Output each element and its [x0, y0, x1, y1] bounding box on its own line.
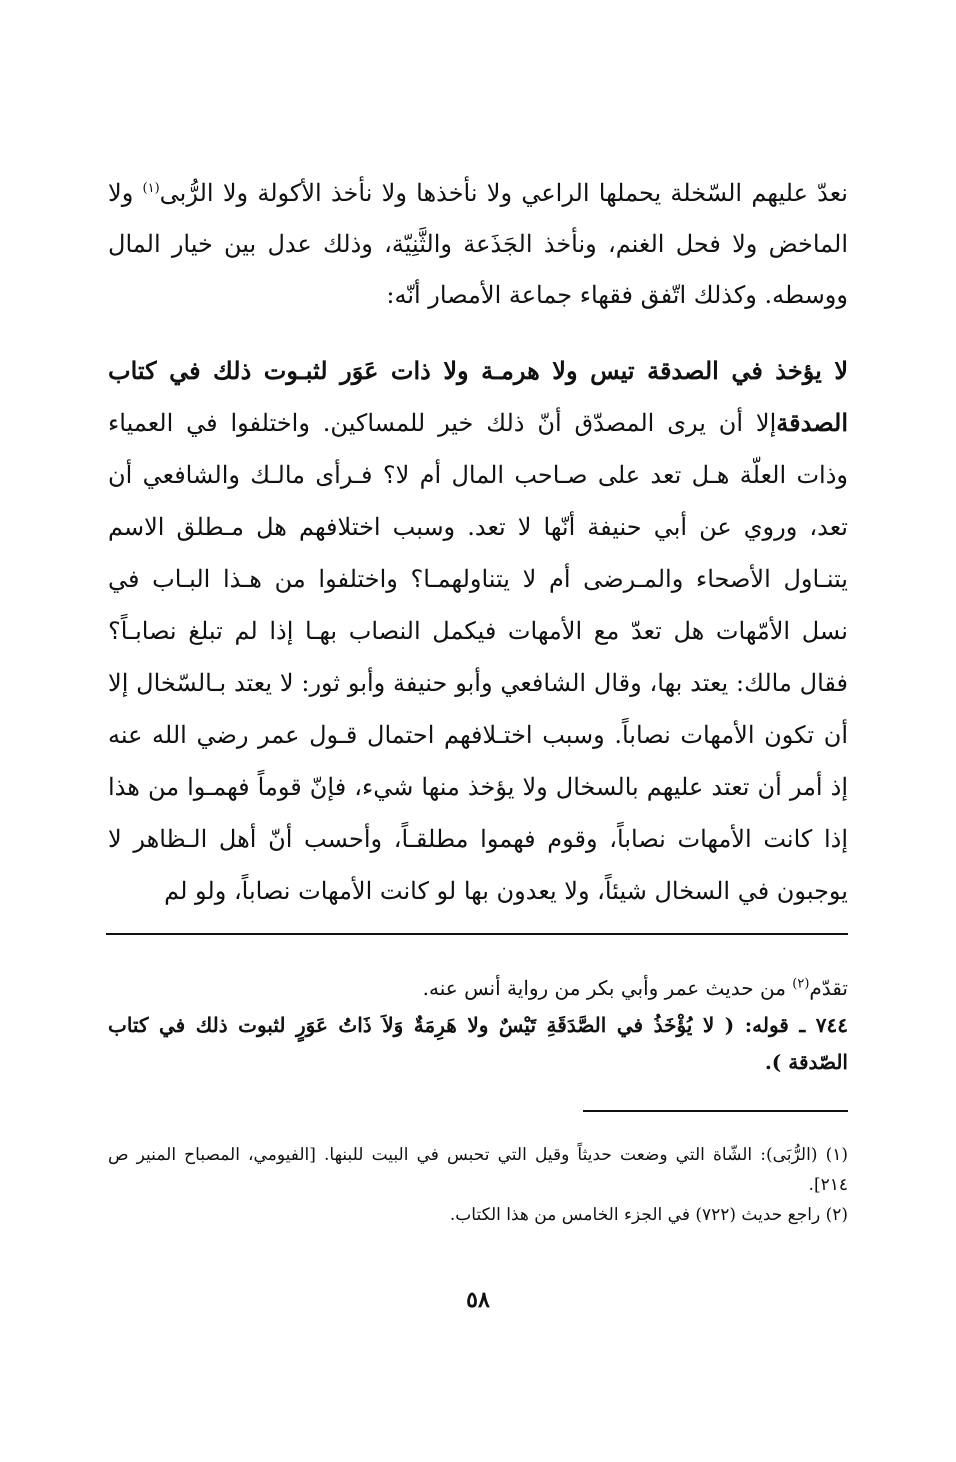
main-divider: [106, 933, 848, 935]
main-text-body: إلا أن يرى المصدّق أنّ ذلك خير للمساكين. واختلفوا في العمياء وذات العلّة هـل تعد على صـاحب المال أم لا؟ فـرأى مالـك والشافعي أن تعد، وروي عن أبي حنيفة أنّها لا تعد. وسبب اختلافهم هل مـطلق الاسم يتنـاول الأصحاء والمـرضى أم لا يتناولهمـا؟ واختلفوا من هـذا البـاب في نسل الأمّهات هل تعدّ مع الأمهات فيكمل النصاب بهـا إذا لم تبلغ نصابـاً؟ فقال مالك: يعتد بها، وقال الشافعي وأبو حنيفة وأبو ثور: لا يعتد بـالسّخال إلا أن تكون الأمهات نصاباً. وسبب اختـلافهم احتمال قـول عمر رضي الله عنه إذ أمر أن تعتد عليهم بالسخال ولا يؤخذ منها شيء، فإنّ قوماً فهمـوا من هذا إذا كانت الأمهات نصاباً، وقوم فهموا مطلقـاً، وأحسب أنّ أهل الـظاهر لا يوجبون في السخال شيئاً، ولا يعدون بها لو كانت الأمهات نصاباً، ولو لم: [108, 409, 848, 905]
main-paragraph: [108, 345, 848, 917]
commentary-line-1-end: من حديث عمر وأبي بكر من رواية أنس عنه.: [422, 976, 786, 1000]
footnote-ref-1: (١): [142, 181, 160, 196]
opening-text-part1: نعدّ عليهم السّخلة يحملها الراعي ولا نأخذها ولا نأخذ الأكولة ولا الرُّبى: [159, 179, 848, 207]
opening-text: [108, 168, 848, 321]
opening-paragraph: [108, 168, 848, 321]
page-number: ٥٨: [466, 1287, 490, 1313]
main-text-bold: لا يؤخذ في الصدقة تيس ولا هرمـة ولا ذات عَوَر لثبـوت ذلك في كتاب الصدقة: [108, 356, 849, 437]
footnotes: [108, 1140, 848, 1230]
footnote-divider: [583, 1110, 848, 1112]
commentary-line-1-start: تقدّم: [809, 976, 848, 1000]
main-text: [108, 345, 848, 917]
commentary-section: [108, 970, 848, 1081]
opening-text-part2: ولا الماخض ولا فحل الغنم، ونأخذ الجَذَعة والثَّنِيّة، وذلك عدل بين خيار المال ووسطه. وكذلك اتّفق فقهاء جماعة الأمصار أنّه:: [108, 179, 848, 309]
footnote-2: (٢) راجع حديث (٧٢٢) في الجزء الخامس من هذا الكتاب.: [449, 1205, 848, 1225]
commentary-line-1: [108, 970, 848, 1007]
footnote-ref-2: (٢): [792, 976, 810, 992]
footnote-1: (١) (الرُّبَى): الشّاة التي وضعت حديثاً وقيل التي تحبس في البيت للبنها. [الفيومي، المصباح المنير ص ٢١٤].: [108, 1145, 848, 1195]
commentary-line-2: ٧٤٤ ـ قوله: ( لا يُؤْخَذُ في الصَّدَقَةِ تَيْسٌ ولا هَرِمَةٌ وَلاَ ذَاتُ عَوَرٍ لثبوت ذلك في كتاب الصّدقة ).: [108, 1013, 848, 1074]
